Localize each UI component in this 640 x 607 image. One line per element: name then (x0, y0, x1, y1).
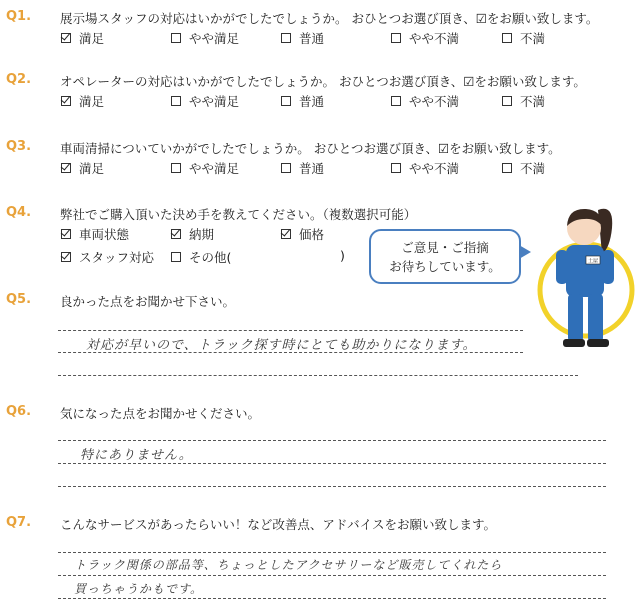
answer-line (58, 575, 606, 576)
mascot-right-arm (602, 250, 614, 284)
option-somewhat-dissatisfied[interactable]: やや不満 (391, 159, 459, 177)
checkbox-icon[interactable] (281, 96, 291, 106)
checkbox-icon[interactable] (171, 163, 181, 173)
option-satisfied[interactable]: 満足 (61, 159, 104, 177)
speech-bubble (369, 229, 521, 284)
checkbox-icon[interactable] (171, 229, 181, 239)
option-staff-response[interactable]: スタッフ対応 (61, 248, 154, 266)
option-dissatisfied[interactable]: 不満 (502, 29, 545, 47)
question-text: 良かった点をお聞かせ下さい。 (60, 294, 236, 309)
checkbox-icon[interactable] (502, 96, 512, 106)
question-number: Q5. (6, 292, 32, 307)
option-somewhat-satisfied[interactable]: やや満足 (171, 29, 239, 47)
checkbox-icon[interactable] (502, 33, 512, 43)
option-satisfied[interactable]: 満足 (61, 92, 104, 110)
question-text: オペレーターの対応はいかがでしたでしょうか。 おひとつお選び頂き、☑をお願い致します。 (60, 74, 586, 89)
checkbox-icon[interactable] (281, 163, 291, 173)
option-dissatisfied[interactable]: 不満 (502, 159, 545, 177)
option-somewhat-dissatisfied[interactable]: やや不満 (391, 29, 459, 47)
checkbox-icon[interactable] (391, 96, 401, 106)
option-dissatisfied[interactable]: 不満 (502, 92, 545, 110)
option-neutral[interactable]: 普通 (281, 159, 324, 177)
answer-line (58, 352, 523, 353)
checkbox-icon[interactable] (61, 96, 71, 106)
checkbox-icon[interactable] (502, 163, 512, 173)
mascot-left-shoe (563, 339, 585, 347)
checkbox-icon[interactable] (61, 33, 71, 43)
question-text: 弊社でご購入頂いた決め手を教えてください。（複数選択可能） (60, 207, 417, 222)
mascot-left-leg (568, 294, 583, 342)
mascot-right-leg (588, 294, 603, 342)
checkbox-icon[interactable] (171, 252, 181, 262)
question-text: 展示場スタッフの対応はいかがでしたでしょうか。 おひとつお選び頂き、☑をお願い致します。 (60, 11, 599, 26)
answer-line (58, 552, 606, 553)
mascot-right-shoe (587, 339, 609, 347)
option-price[interactable]: 価格 (281, 225, 324, 243)
question-text: 車両清掃についていかがでしたでしょうか。 おひとつお選び頂き、☑をお願い致します。 (60, 141, 561, 156)
answer-line (58, 330, 523, 331)
checkbox-icon[interactable] (391, 33, 401, 43)
question-number: Q6. (6, 404, 32, 419)
mascot-badge-text: 土屋 (587, 258, 599, 265)
mascot-body (566, 245, 604, 297)
answer-line (58, 598, 606, 599)
checkbox-icon[interactable] (391, 163, 401, 173)
option-somewhat-satisfied[interactable]: やや満足 (171, 92, 239, 110)
question-text: こんなサービスがあったらいい！など改善点、アドバイスをお願い致します。 (60, 517, 497, 532)
answer-line (58, 463, 606, 464)
mascot-left-arm (556, 250, 568, 284)
question-number: Q7. (6, 515, 32, 530)
handwritten-answer-line-1: トラック関係の部品等、ちょっとしたアクセサリーなど販売してくれたら (74, 558, 503, 572)
answer-line (58, 375, 578, 376)
answer-line (58, 440, 606, 441)
option-neutral[interactable]: 普通 (281, 29, 324, 47)
other-close-paren: ) (340, 248, 345, 263)
question-number: Q1. (6, 9, 32, 24)
checkbox-icon[interactable] (61, 252, 71, 262)
question-text: 気になった点をお聞かせください。 (60, 406, 261, 421)
handwritten-answer: 対応が早いので、トラック探す時にとても助かりになります。 (86, 338, 477, 353)
handwritten-answer: 特にありません。 (80, 448, 193, 463)
answer-line (58, 486, 606, 487)
bubble-line-1: ご意見・ご指摘 (401, 239, 489, 255)
question-number: Q3. (6, 139, 32, 154)
handwritten-answer-line-2: 買っちゃうかもです。 (74, 582, 204, 596)
option-somewhat-satisfied[interactable]: やや満足 (171, 159, 239, 177)
mascot-illustration (536, 198, 636, 363)
option-somewhat-dissatisfied[interactable]: やや不満 (391, 92, 459, 110)
option-neutral[interactable]: 普通 (281, 92, 324, 110)
checkbox-icon[interactable] (281, 33, 291, 43)
option-satisfied[interactable]: 満足 (61, 29, 104, 47)
checkbox-icon[interactable] (281, 229, 291, 239)
question-number: Q4. (6, 205, 32, 220)
checkbox-icon[interactable] (61, 229, 71, 239)
option-delivery-time[interactable]: 納期 (171, 225, 214, 243)
checkbox-icon[interactable] (171, 33, 181, 43)
question-number: Q2. (6, 72, 32, 87)
option-vehicle-condition[interactable]: 車両状態 (61, 225, 129, 243)
option-other[interactable]: その他( (171, 248, 231, 266)
checkbox-icon[interactable] (171, 96, 181, 106)
bubble-line-2: お待ちしています。 (389, 258, 501, 274)
checkbox-icon[interactable] (61, 163, 71, 173)
